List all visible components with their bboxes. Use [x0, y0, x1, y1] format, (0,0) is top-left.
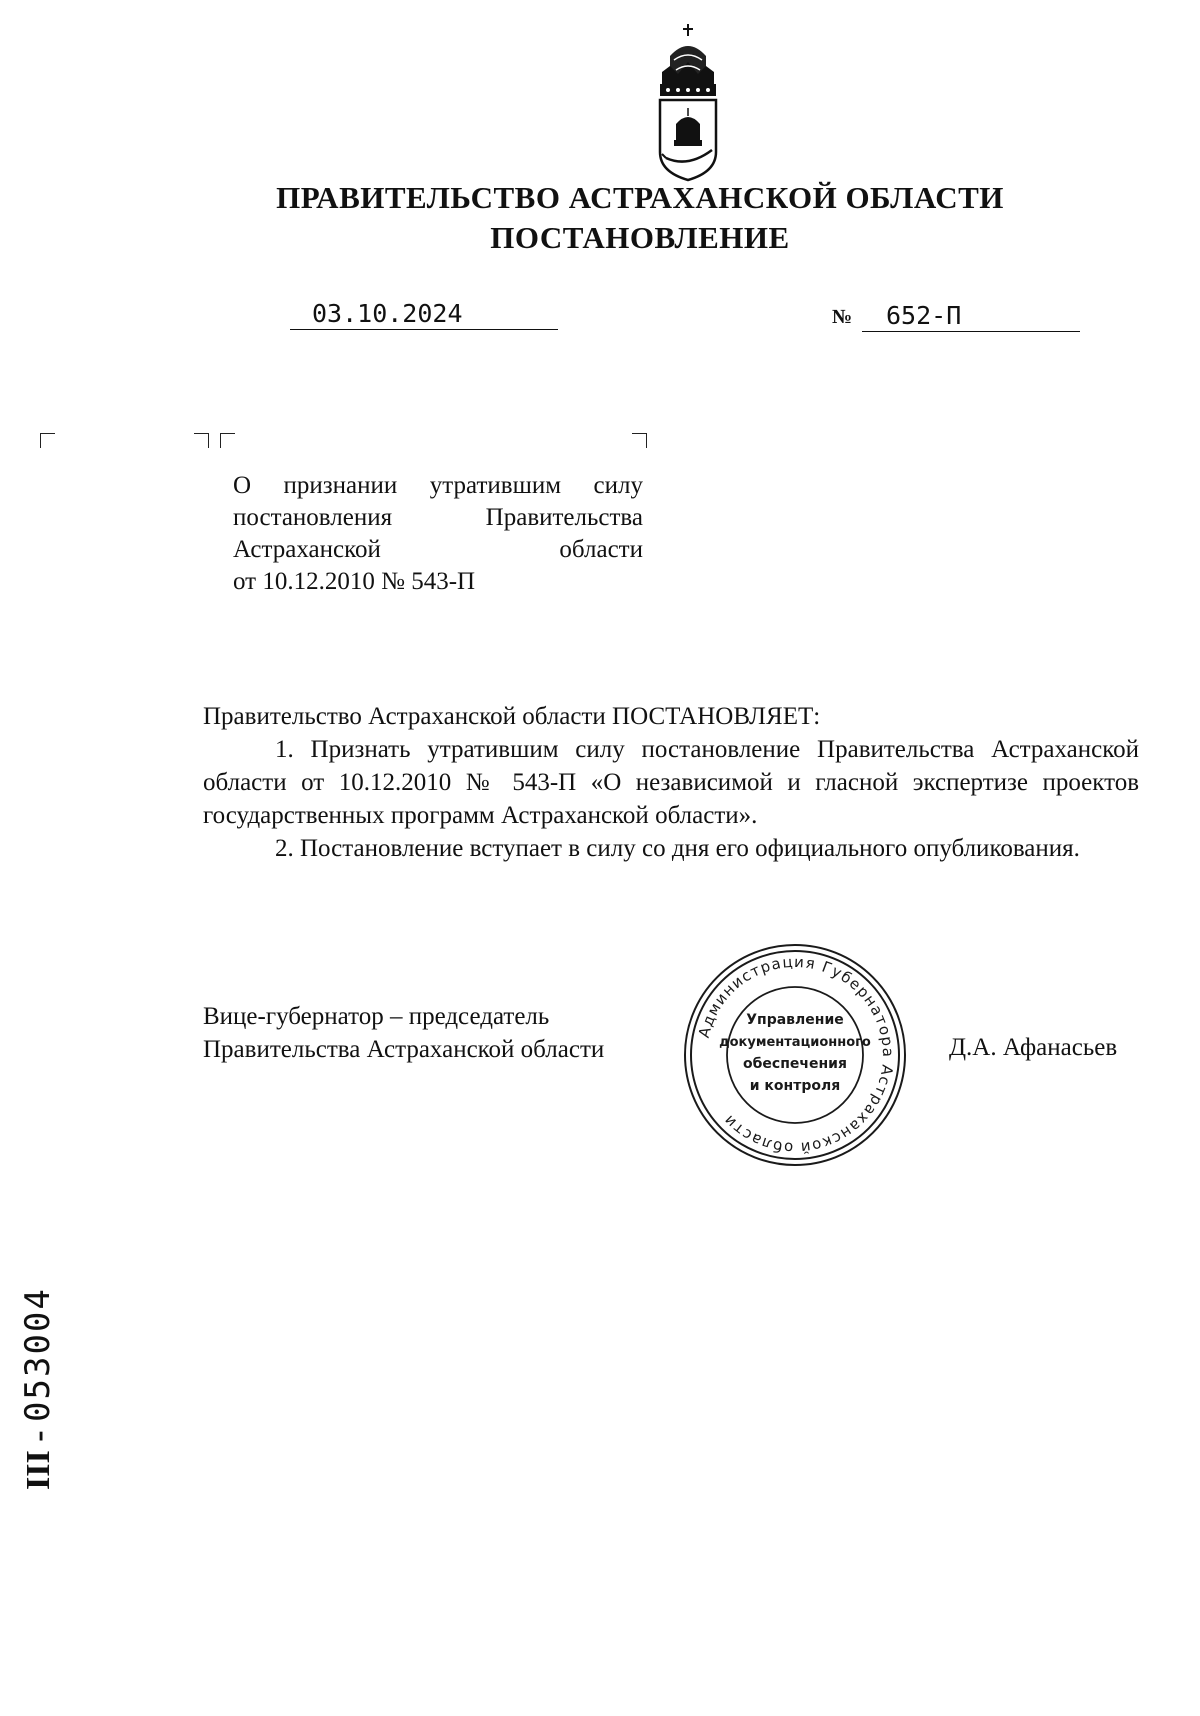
- official-stamp: [680, 940, 910, 1170]
- preamble: Правительство Астраханской области ПОСТАНОВЛЯЕТ:: [203, 703, 821, 730]
- document-type-title: ПОСТАНОВЛЕНИЕ: [490, 220, 790, 255]
- subject-word: области: [559, 536, 643, 563]
- corner-mark: [632, 433, 647, 448]
- corner-mark: [194, 433, 209, 448]
- stamp-inner-line: Управление: [746, 1012, 844, 1028]
- signatory-position: [203, 1000, 604, 1066]
- subject-word: Правительства: [485, 504, 643, 531]
- subject-word: О: [233, 472, 252, 499]
- blank-serial-number: [18, 1287, 58, 1490]
- position-line: Правительства Астраханской области: [203, 1036, 605, 1063]
- resolution-item-2: 2. Постановление вступает в силу со дня его официального опубликования.: [275, 835, 1080, 862]
- subject-word: силу: [593, 472, 643, 499]
- coat-of-arms-icon: [648, 22, 728, 182]
- stamp-inner-line: и контроля: [749, 1078, 841, 1094]
- serial-code: 053004: [18, 1287, 58, 1422]
- stamp-inner-line: обеспечения: [743, 1056, 847, 1072]
- serial-prefix: III -: [20, 1430, 57, 1490]
- document-subject: [233, 470, 643, 598]
- subject-word: Астраханской: [233, 536, 381, 563]
- subject-word: от 10.12.2010 № 543-П: [233, 568, 476, 595]
- stamp-inner-line: документационного: [719, 1035, 871, 1050]
- stamp-outer-text: Администрация Губернатора Астраханской области: [694, 952, 898, 1158]
- signatory-name: Д.А. Афанасьев: [949, 1034, 1118, 1061]
- organization-title: ПРАВИТЕЛЬСТВО АСТРАХАНСКОЙ ОБЛАСТИ: [276, 180, 1004, 215]
- document-date: 03.10.2024: [290, 300, 558, 330]
- resolution-item-1: 1. Признать утратившим силу постановление Правительства Астраханской области от 10.12.2010 № 543-П «О независимой и гласной экспертизе проектов государственных программ Астраханской области».: [203, 736, 1139, 829]
- subject-word: утратившим: [429, 472, 562, 499]
- document-body: [203, 700, 1139, 865]
- corner-mark: [220, 433, 235, 448]
- subject-word: признании: [283, 472, 398, 499]
- number-label: №: [832, 306, 853, 328]
- document-number: 652-П: [862, 302, 1080, 332]
- position-line: Вице-губернатор – председатель: [203, 1003, 550, 1030]
- corner-mark: [40, 433, 55, 448]
- subject-word: постановления: [233, 504, 393, 531]
